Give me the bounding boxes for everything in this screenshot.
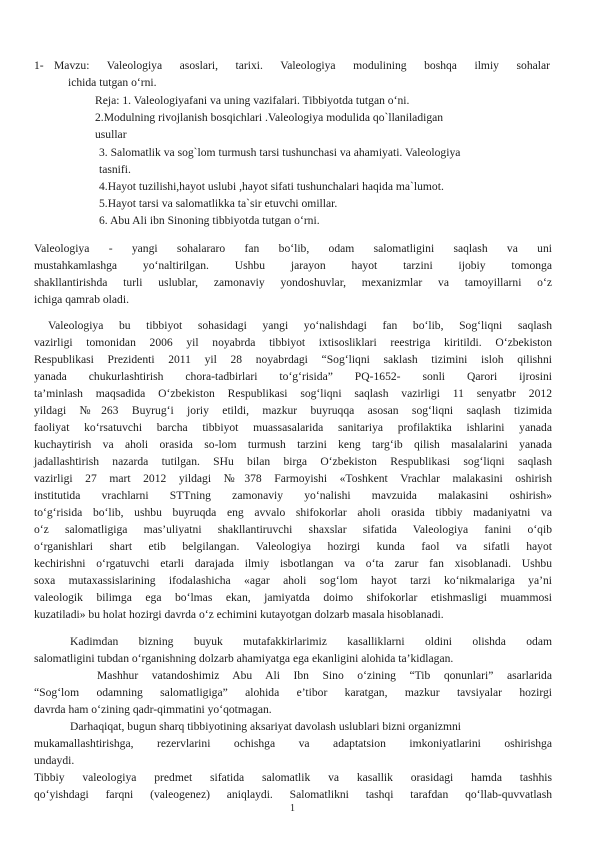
plan-item-2-cont: usullar <box>95 128 127 141</box>
paragraph-line: Darhaqiqat, bugun sharq tibbiyotining aksariyat davolash uslublari bizni organizmni <box>70 720 461 733</box>
paragraph-line: soxa mutaxassislarining ifodalashicha «agar aholi sog‘lom hayot tarzi ko‘nikmalariga ya’ni <box>34 574 552 587</box>
paragraph-line: Respublikasi Prezidenti 2011 yil 28 noyabrdagi “Sog‘liqni saklash tizimini isloh qilishni <box>34 353 552 366</box>
paragraph-line: kuchaytirish va aholi orasida so-lom turmush tarzini keng targ‘ib qilish masalalarini yanada <box>34 438 552 451</box>
plan-item-3: 3. Salomatlik va sog`lom turmush tarsi tushunchasi va ahamiyati. Valeologiya <box>99 146 461 159</box>
paragraph-line: Valeologiya bu tibbiyot sohasidagi yangi yo‘nalishdagi fan bo‘lib, Sog‘liqni saqlash <box>48 319 552 332</box>
paragraph-line: “Sog‘lom odamning salomatligiga” alohida e’tibor karatgan, mazkur tavsiyalar hozirgi <box>34 686 552 699</box>
plan-item-4: 4.Hayot tuzilishi,hayot uslubi ,hayot sifati tushunchalari haqida ma`lumot. <box>99 180 444 193</box>
paragraph-line: shakllantirishda turli uslublar, zamonaviy yondoshuvlar, mexanizmlar va tamoyillarni o‘z <box>34 276 552 289</box>
paragraph-line: davrda ham o‘zining qadr-qimmatini yo‘qotmagan. <box>34 703 272 716</box>
paragraph-line: Tibbiy valeologiya predmet sifatida salomatlik va kasallik orasidagi hamda tashhis <box>34 771 552 784</box>
topic-line-1: Mavzu: Valeologiya asoslari, tarixi. Valeologiya modulining boshqa ilmiy sohalar <box>54 59 550 72</box>
paragraph-line: Valeologiya - yangi sohalararo fan bo‘lib, odam salomatligini saqlash va uni <box>34 242 552 255</box>
paragraph-line: valeologik bilimga ega bo‘lmas ekan, jamiyatda doimo shifokorlar etishmasligi muammosi <box>34 591 552 604</box>
paragraph-line: jadallashtirish nazarda tutilgan. SHu bilan birga O‘zbekiston Respublikasi sog‘liqni saqlash <box>34 455 552 468</box>
paragraph-line: o‘z salomatligiga mas’uliyatni shakllantiruvchi shaxslar sifatida Valeologiya fanini o‘qib <box>34 523 552 536</box>
paragraph-line: o‘rganishlari shart etib belgilangan. Valeologiya hozirgi kunda faol va sifatli hayot <box>34 540 552 553</box>
paragraph-line: ta’minlash maqsadida O‘zbekiston Respublikasi sog‘liqni saqlash vazirligi 11 senyatbr 2012 <box>34 387 552 400</box>
paragraph-line: vazirligi tomonidan 2006 yil noyabrda tibbiyot ixtisosliklari reestriga kiritildi. O‘zbekiston <box>34 336 552 349</box>
paragraph-line: qo‘yishdagi farqni (valeogenez) aniqlaydi. Salomatlikni tashqi tarafdan qo‘llab-quvvatlash <box>34 788 552 801</box>
paragraph-line: mukamallashtirishga, rezervlarini ochishga va adaptatsion imkoniyatlarini oshirishga <box>34 737 552 750</box>
plan-item-3-cont: tasnifi. <box>99 163 131 176</box>
paragraph-line: institutida vrachlarni STTning zamonaviy yo‘nalishi mavzuida malakasini oshirish» <box>34 489 552 502</box>
paragraph-line: yanada chukurlashtirish chora-tadbirlari to‘g‘risida” PQ-1652- sonli Qarori ijrosini <box>34 370 552 383</box>
paragraph-line: to‘g‘risida bo‘lib, ushbu buyruqda eng avvalo shifokorlar aholi orasida tibbiy madaniyatni va <box>34 506 552 519</box>
paragraph-line: salomatligini tubdan o‘rganishning dolzarb ahamiyatga ega ekanligini alohida ta’kidlagan. <box>34 652 454 665</box>
paragraph-line: yildagi №263 Buyrug‘i joriy etildi, mazkur buyruqqa asosan sog‘liqni saqlash tizimida <box>34 404 552 417</box>
topic-line-2: ichida tutgan o‘rni. <box>68 76 157 89</box>
paragraph-line: kechirishni o‘rgatuvchi etarli darajada ilmiy isbotlangan va o‘ta zarur fan xisoblanadi. Ushbu <box>34 557 552 570</box>
paragraph-line: ichiga qamrab oladi. <box>34 293 129 306</box>
paragraph-line: undaydi. <box>34 754 75 767</box>
plan-item-6: 6. Abu Ali ibn Sinoning tibbiyotda tutgan o‘rni. <box>99 214 320 227</box>
topic-number: 1- <box>34 59 44 72</box>
page-number: 1 <box>290 803 295 814</box>
paragraph-line: Mashhur vatandoshimiz Abu Ali Ibn Sino o‘zining “Tib qonunlari” asarlarida <box>97 669 552 682</box>
plan-item-5: 5.Hayot tarsi va salomatlikka ta`sir etuvchi omillar. <box>99 197 338 210</box>
paragraph-line: faoliyat ko‘rsatuvchi barcha tibbiyot muassasalarida sanitariya profilaktika ishlarini yanada <box>34 421 552 434</box>
paragraph-line: kuzatiladi» bu holat hozirgi davrda o‘z echimini kutayotgan dolzarb masala hisoblanadi. <box>34 608 444 621</box>
paragraph-line: Kadimdan bizning buyuk mutafakkirlarimiz kasalliklarni oldini olishda odam <box>70 635 552 648</box>
paragraph-line: vazirligi 27 mart 2012 yildagi №378 Farmoyishi «Toshkent Vrachlar malakasini oshirish <box>34 472 552 485</box>
paragraph-line: mustahkamlashga yo‘naltirilgan. Ushbu jarayon hayot tarzini ijobiy tomonga <box>34 259 552 272</box>
plan-item-1: Reja: 1. Valeologiyafani va uning vazifalari. Tibbiyotda tutgan o‘ni. <box>95 94 410 107</box>
plan-item-2: 2.Modulning rivojlanish bosqichlari .Valeologiya modulida qo`llaniladigan <box>95 111 444 124</box>
